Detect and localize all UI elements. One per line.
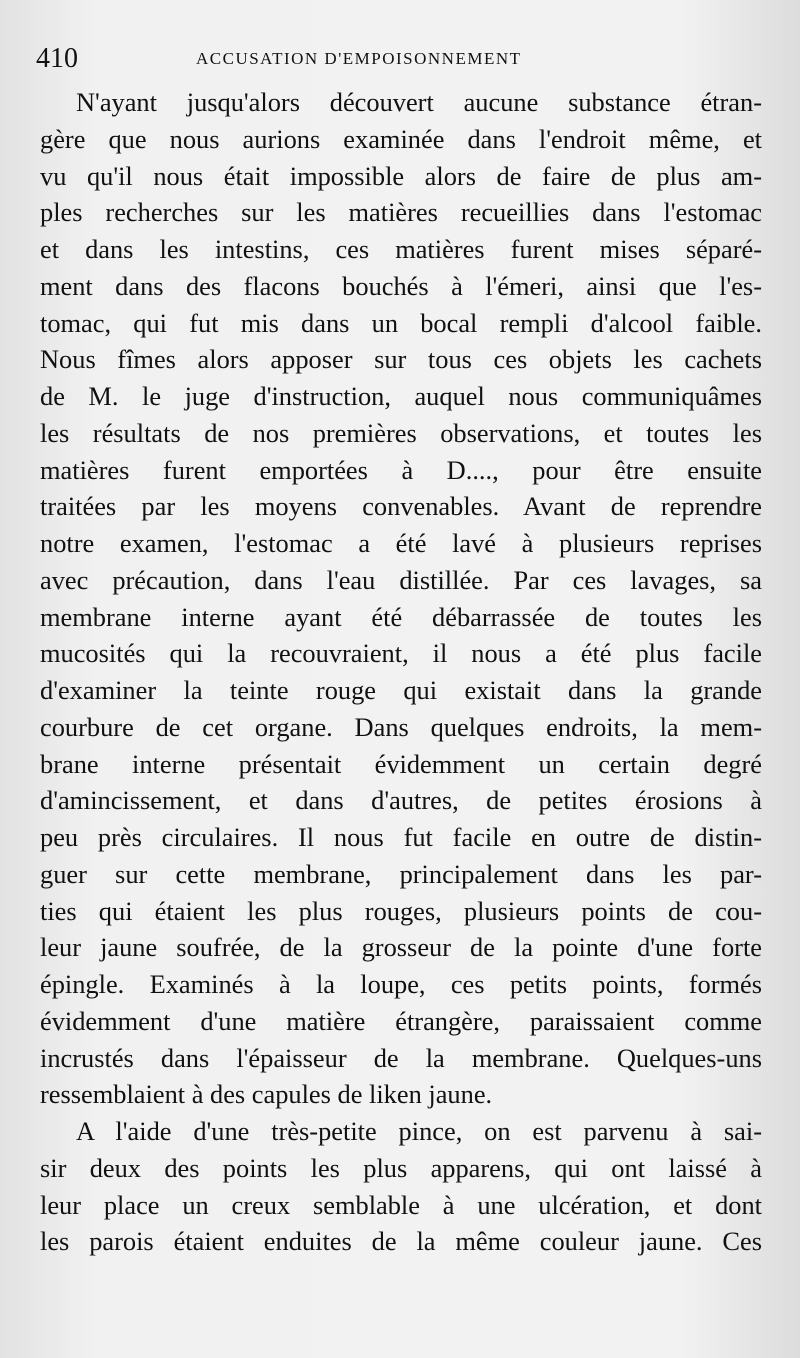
- text-line: N'ayant jusqu'alors découvert aucune substance étran-: [76, 87, 762, 117]
- page-number: 410: [36, 43, 78, 74]
- text-line: d'examiner la teinte rouge qui existait dans la grande: [40, 675, 762, 705]
- text-line: traitées par les moyens convenables. Avant de reprendre: [40, 491, 762, 522]
- text-line: avec précaution, dans l'eau distillée. Par ces lavages, sa: [40, 564, 762, 595]
- text-line: courbure de cet organe. Dans quelques endroits, la mem-: [40, 711, 762, 742]
- text-line: sir deux des points les plus apparens, qui ont laissé à: [40, 1152, 762, 1183]
- text-line: de M. le juge d'instruction, auquel nous communiquâmes: [40, 381, 762, 411]
- text-line: leur jaune soufrée, de la grosseur de la pointe d'une forte: [40, 932, 762, 963]
- text-line: ties qui étaient les plus rouges, plusieurs points de cou-: [40, 895, 762, 926]
- text-line: matières furent emportées à D...., pour être ensuite: [40, 454, 762, 485]
- body-text: [40, 84, 762, 1260]
- text-line: les parois étaient enduites de la même couleur jaune. Ces: [40, 1226, 762, 1257]
- text-line: tomac, qui fut mis dans un bocal rempli d'alcool faible.: [40, 307, 762, 338]
- text-line: ressemblaient à des capules de liken jaune.: [40, 1079, 493, 1110]
- page-header: [36, 44, 776, 74]
- text-line: et dans les intestins, ces matières furent mises séparé-: [40, 234, 762, 264]
- text-line: membrane interne ayant été débarrassée de toutes les: [40, 601, 762, 632]
- text-line: peu près circulaires. Il nous fut facile en outre de distin-: [40, 822, 762, 852]
- text-line: épingle. Examinés à la loupe, ces petits points, formés: [40, 969, 762, 999]
- text-line: leur place un creux semblable à une ulcération, et dont: [40, 1189, 762, 1220]
- text-line: guer sur cette membrane, principalement dans les par-: [40, 858, 762, 889]
- text-line: Nous fîmes alors apposer sur tous ces objets les cachets: [40, 344, 762, 375]
- text-line: incrustés dans l'épaisseur de la membrane. Quelques-uns: [40, 1042, 762, 1073]
- running-title: ACCUSATION D'EMPOISONNEMENT: [196, 49, 522, 68]
- text-line: mucosités qui la recouvraient, il nous a été plus facile: [40, 638, 762, 669]
- text-line: les résultats de nos premières observations, et toutes les: [40, 417, 762, 448]
- text-line: vu qu'il nous était impossible alors de faire de plus am-: [40, 160, 762, 191]
- text-line: brane interne présentait évidemment un certain degré: [40, 748, 762, 779]
- text-line: ples recherches sur les matières recueillies dans l'estomac: [40, 197, 762, 228]
- text-line: ment dans des flacons bouchés à l'émeri, ainsi que l'es-: [40, 270, 762, 301]
- text-line: A l'aide d'une très-petite pince, on est parvenu à sai-: [76, 1116, 762, 1146]
- text-line: gère que nous aurions examinée dans l'endroit même, et: [40, 123, 762, 154]
- text-line: d'amincissement, et dans d'autres, de petites érosions à: [40, 785, 762, 816]
- text-line: notre examen, l'estomac a été lavé à plusieurs reprises: [40, 528, 762, 558]
- text-line: évidemment d'une matière étrangère, paraissaient comme: [40, 1005, 762, 1036]
